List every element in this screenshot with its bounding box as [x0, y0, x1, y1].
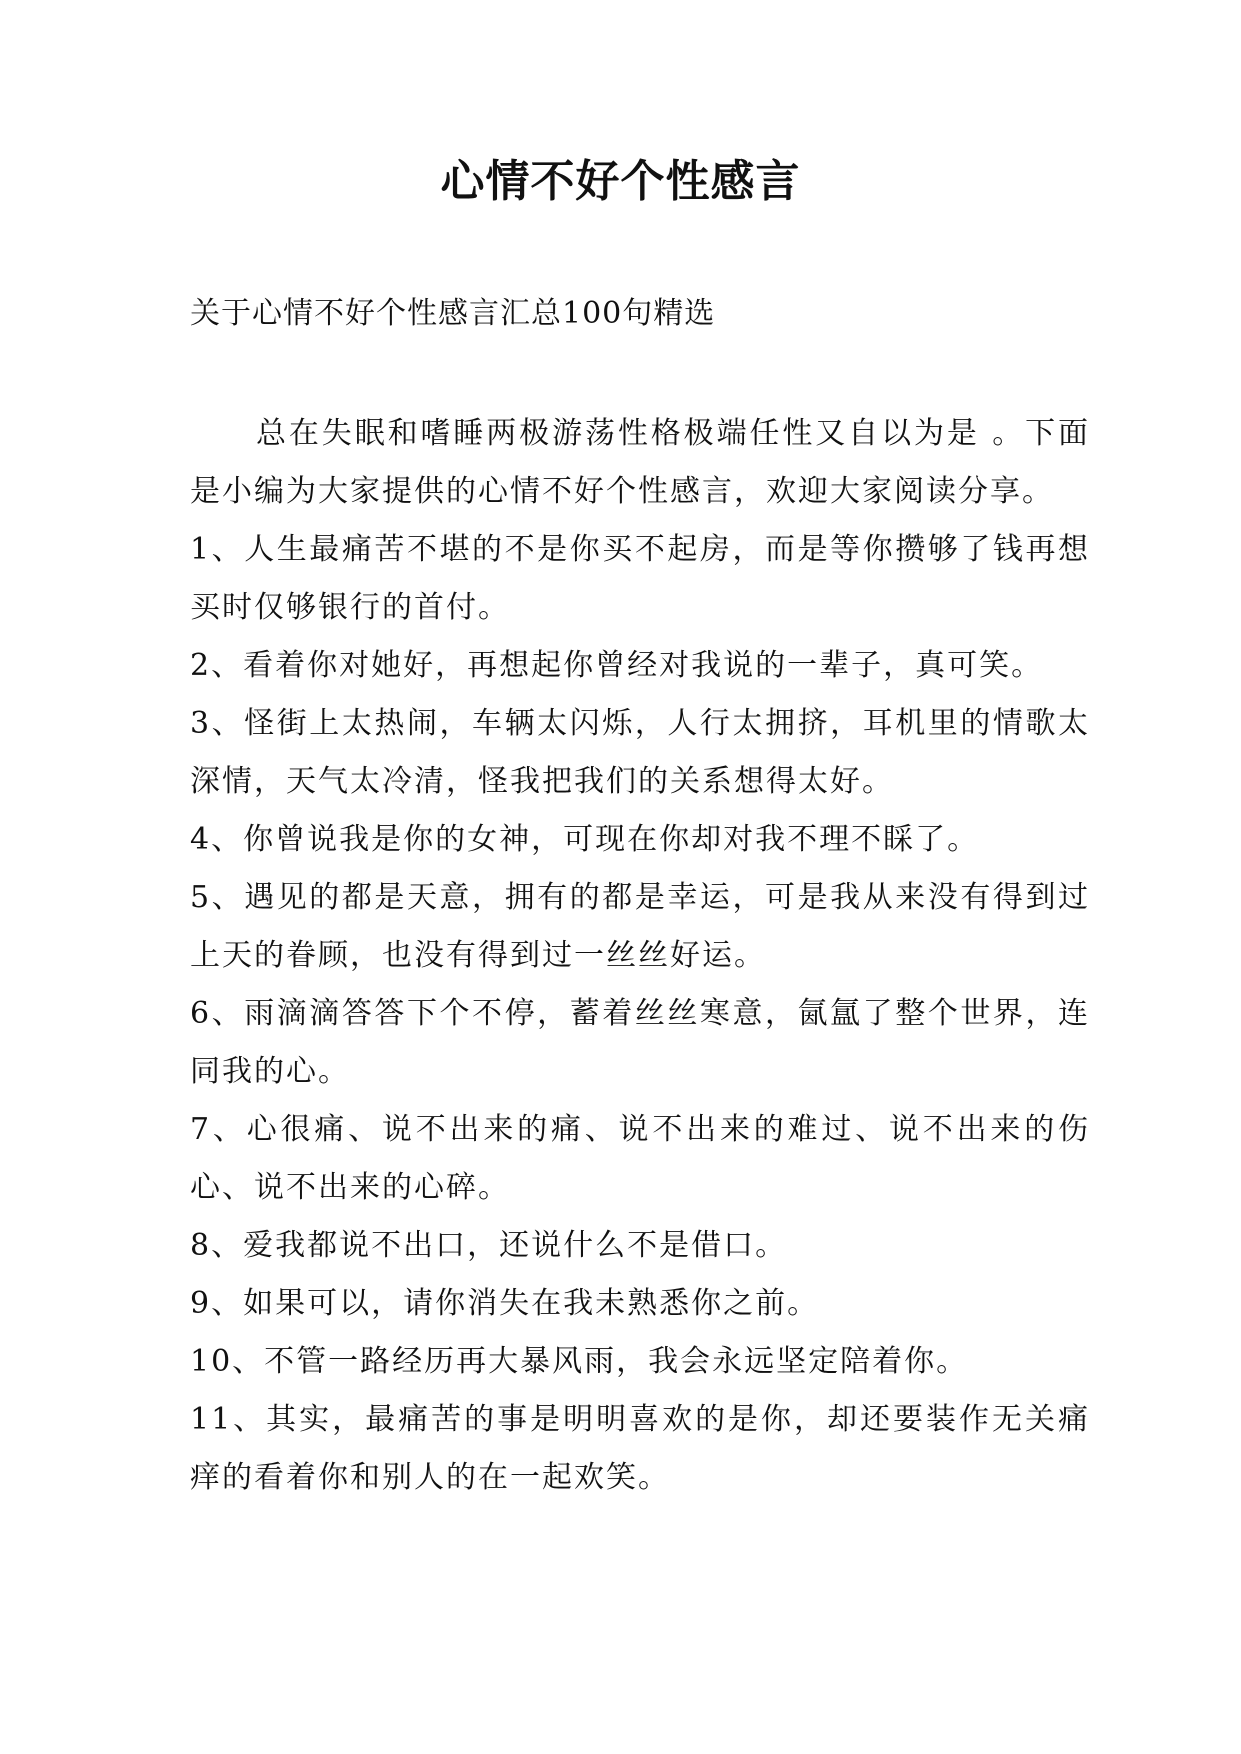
list-item: 3、怪街上太热闹，车辆太闪烁，人行太拥挤，耳机里的情歌太深情，天气太冷清，怪我把我们的关系想得太好。: [190, 706, 1090, 799]
list-item: 6、雨滴滴答答下个不停，蓄着丝丝寒意，氤氲了整个世界，连同我的心。: [190, 996, 1090, 1089]
list-item: 9、如果可以，请你消失在我未熟悉你之前。: [190, 1286, 820, 1321]
intro-paragraph: 总在失眠和嗜睡两极游荡性格极端任性又自以为是 。下面是小编为大家提供的心情不好个性感言，欢迎大家阅读分享。: [190, 416, 1090, 509]
document-subtitle: 关于心情不好个性感言汇总100句精选: [190, 296, 716, 331]
list-item: 2、看着你对她好，再想起你曾经对我说的一辈子，真可笑。: [190, 648, 1044, 683]
list-item: 4、你曾说我是你的女神，可现在你却对我不理不睬了。: [190, 822, 980, 857]
list-item: 1、人生最痛苦不堪的不是你买不起房，而是等你攒够了钱再想买时仅够银行的首付。: [190, 532, 1090, 625]
list-item: 8、爱我都说不出口，还说什么不是借口。: [190, 1228, 788, 1263]
list-item: 11、其实，最痛苦的事是明明喜欢的是你，却还要装作无关痛痒的看着你和别人的在一起欢笑。: [190, 1402, 1090, 1495]
document-title: 心情不好个性感言: [440, 156, 801, 207]
document-body: [190, 405, 1090, 1507]
list-item: 7、心很痛、说不出来的痛、说不出来的难过、说不出来的伤心、说不出来的心碎。: [190, 1112, 1090, 1205]
list-item: 5、遇见的都是天意，拥有的都是幸运，可是我从来没有得到过上天的眷顾，也没有得到过一丝丝好运。: [190, 880, 1090, 973]
list-item: 10、不管一路经历再大暴风雨，我会永远坚定陪着你。: [190, 1344, 969, 1379]
